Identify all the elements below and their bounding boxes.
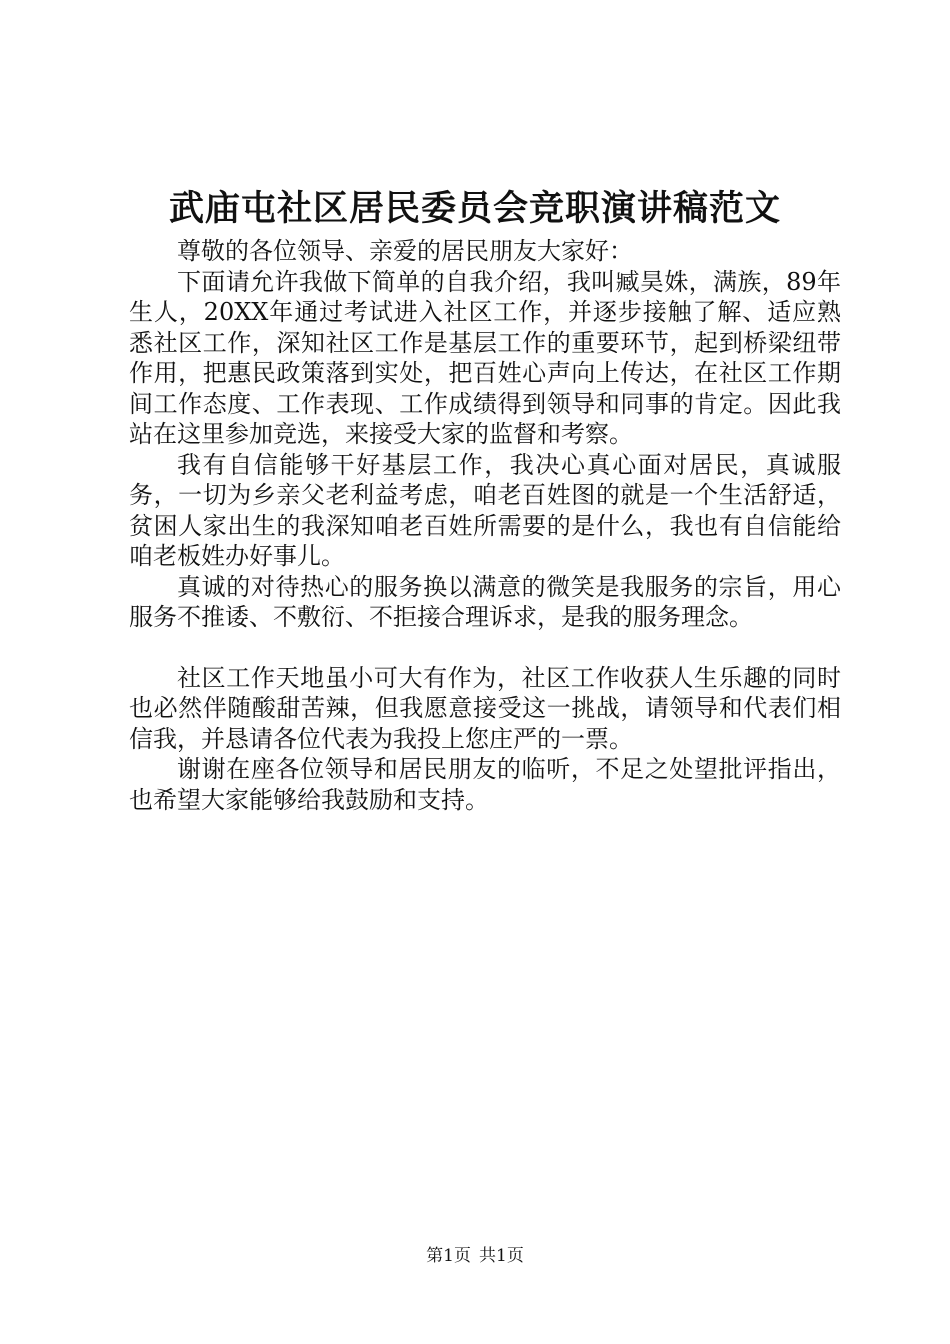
page-footer [0,1244,950,1268]
body-paragraph: 真诚的对待热心的服务换以满意的微笑是我服务的宗旨，用心服务不推诿、不敷衍、不拒接合理诉求，是我的服务理念。 [129,572,841,631]
body-paragraph: 社区工作天地虽小可大有作为，社区工作收获人生乐趣的同时也必然伴随酸甜苦辣，但我愿意接受这一挑战，请领导和代表们相信我，并恳请各位代表为我投上您庄严的一票。 [129,663,841,753]
document-title: 武庙屯社区居民委员会竞职演讲稿范文 [168,188,781,229]
body-paragraph: 我有自信能够干好基层工作，我决心真心面对居民，真诚服务，一切为乡亲父老利益考虑，咱老百姓图的就是一个生活舒适，贫困人家出生的我深知咱老百姓所需要的是什么，我也有自信能给咱老板姓办好事儿。 [129,450,841,570]
closing-paragraph: 谢谢在座各位领导和居民朋友的临听，不足之处望批评指出，也希望大家能够给我鼓励和支持。 [129,755,841,814]
page-number: 第1页 [426,1246,471,1266]
page-total: 共1页 [479,1246,524,1266]
document-body [129,236,841,815]
greeting-paragraph: 尊敬的各位领导、亲爱的居民朋友大家好： [177,237,633,265]
body-paragraph: 下面请允许我做下简单的自我介绍，我叫臧昊姝，满族，89年生人，20XX年通过考试进入社区工作，并逐步接触了解、适应熟悉社区工作，深知社区工作是基层工作的重要环节，起到桥梁纽带作用，把惠民政策落到实处，把百姓心声向上传达，在社区工作期间工作态度、工作表现、工作成绩得到领导和同事的肯定。因此我站在这里参加竞选，来接受大家的监督和考察。 [129,267,841,448]
